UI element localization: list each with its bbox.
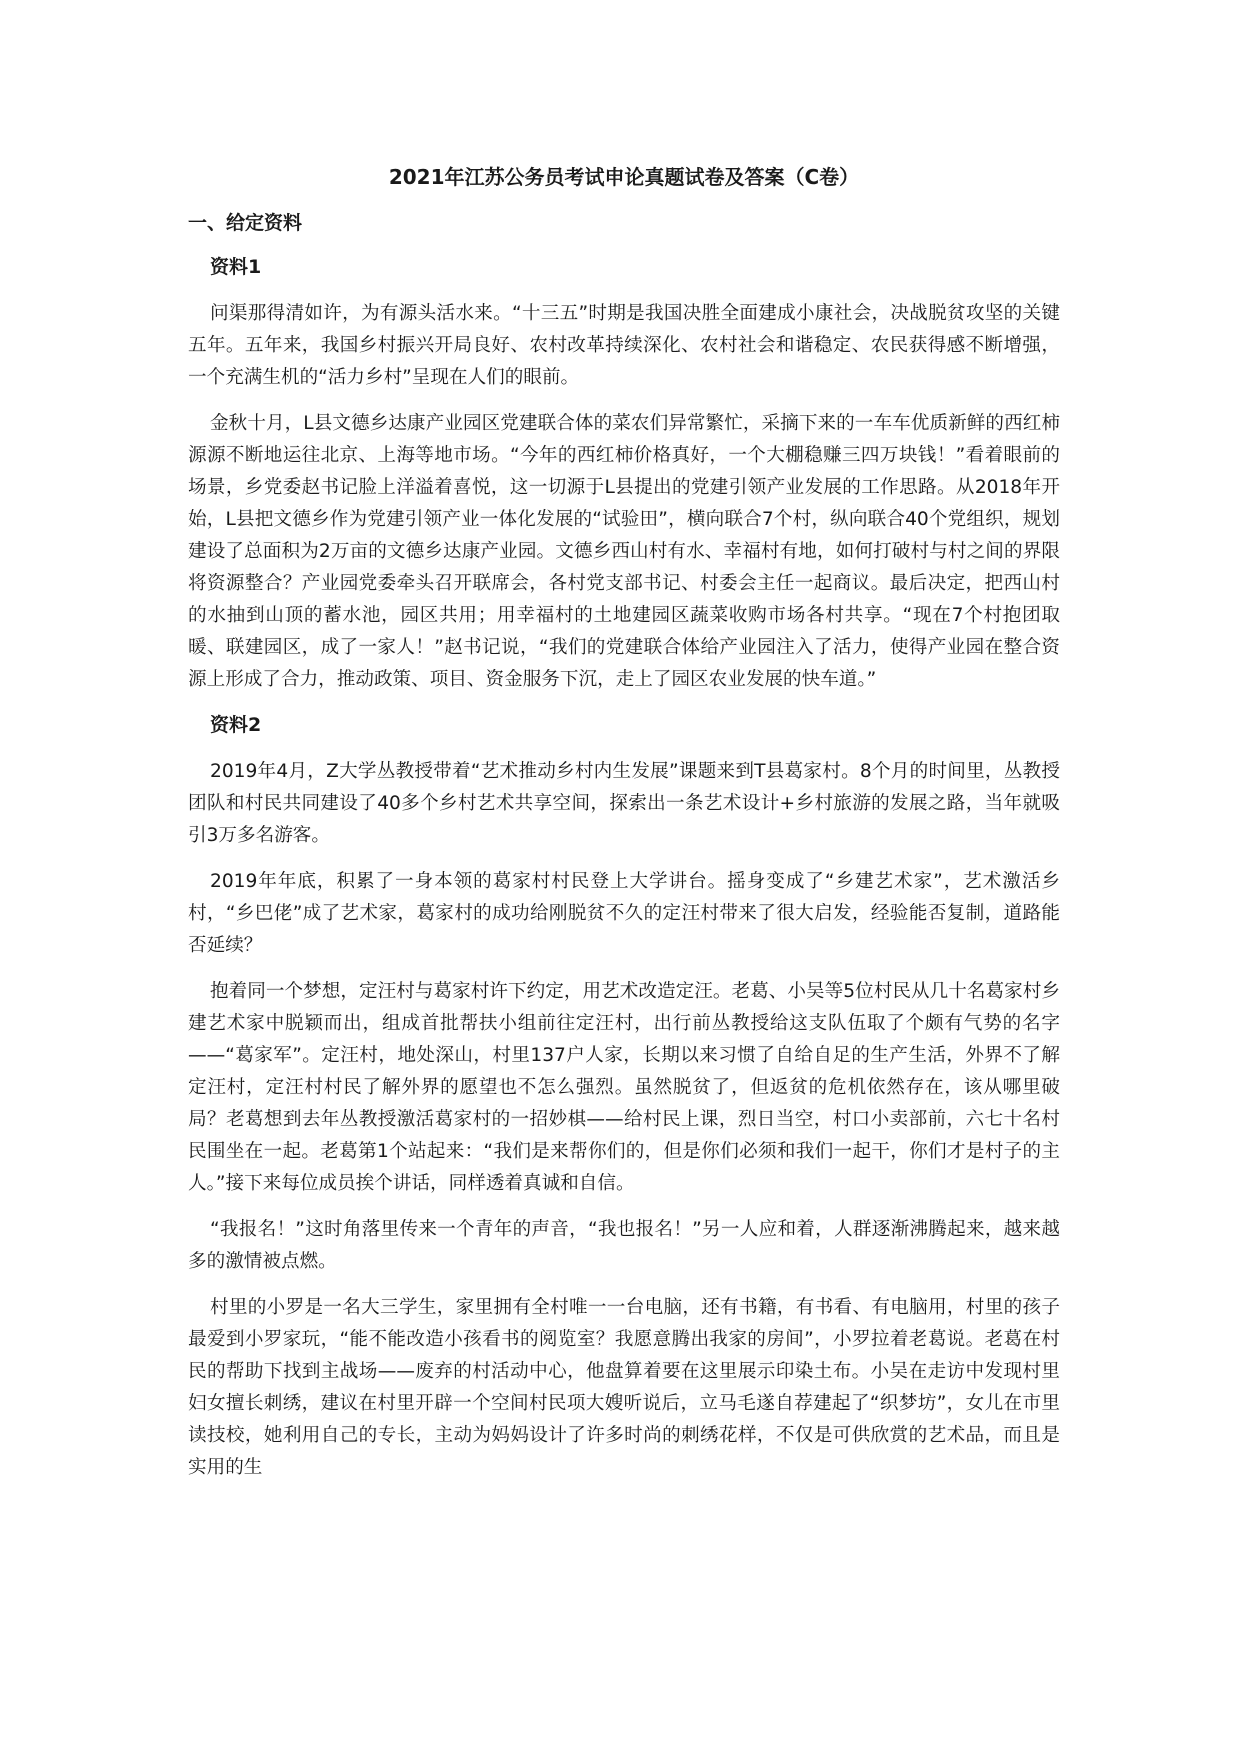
paragraph: 2019年年底，积累了一身本领的葛家村村民登上大学讲台。摇身变成了“乡建艺术家”，艺术激活乡村，“乡巴佬”成了艺术家，葛家村的成功给刚脱贫不久的定汪村带来了很大启发，经验能否复制，道路能否延续？ [188,871,1060,956]
paragraph: 金秋十月，L县文德乡达康产业园区党建联合体的菜农们异常繁忙，采摘下来的一车车优质新鲜的西红柿源源不断地运往北京、上海等地市场。“今年的西红柿价格真好，一个大棚稳赚三四万块钱！”看着眼前的场景，乡党委赵书记脸上洋溢着喜悦，这一切源于L县提出的党建引领产业发展的工作思路。从2018年开始，L县把文德乡作为党建引领产业一体化发展的“试验田”，横向联合7个村，纵向联合40个党组织，规划建设了总面积为2万亩的文德乡达康产业园。文德乡西山村有水、幸福村有地，如何打破村与村之间的界限将资源整合？产业园党委牵头召开联席会，各村党支部书记、村委会主任一起商议。最后决定，把西山村的水抽到山顶的蓄水池，园区共用；用幸福村的土地建园区蔬菜收购市场各村共享。“现在7个村抱团取暖、联建园区，成了一家人！”赵书记说，“我们的党建联合体给产业园注入了活力，使得产业园在整合资源上形成了合力，推动政策、项目、资金服务下沉，走上了园区农业发展的快车道。” [188,413,1060,690]
document-page [188,160,1060,1498]
document-title: 2021年江苏公务员考试申论真题试卷及答案（C卷） [388,165,860,189]
material-heading: 资料1 [210,256,262,278]
paragraph: 2019年4月，Z大学丛教授带着“艺术推动乡村内生发展”课题来到T县葛家村。8个月的时间里，丛教授团队和村民共同建设了40多个乡村艺术共享空间，探索出一条艺术设计+乡村旅游的发展之路，当年就吸引3万多名游客。 [188,761,1060,846]
material-2 [188,710,1060,1484]
paragraph: 抱着同一个梦想，定汪村与葛家村许下约定，用艺术改造定汪。老葛、小吴等5位村民从几十名葛家村乡建艺术家中脱颖而出，组成首批帮扶小组前往定汪村，出行前丛教授给这支队伍取了个颇有气势的名字——“葛家军”。定汪村，地处深山，村里137户人家，长期以来习惯了自给自足的生产生活，外界不了解定汪村，定汪村村民了解外界的愿望也不怎么强烈。虽然脱贫了，但返贫的危机依然存在，该从哪里破局？老葛想到去年丛教授激活葛家村的一招妙棋——给村民上课，烈日当空，村口小卖部前，六七十名村民围坐在一起。老葛第1个站起来：“我们是来帮你们的，但是你们必须和我们一起干，你们才是村子的主人。”接下来每位成员挨个讲话，同样透着真诚和自信。 [188,981,1060,1194]
paragraph: 问渠那得清如许，为有源头活水来。“十三五”时期是我国决胜全面建成小康社会，决战脱贫攻坚的关键五年。五年来，我国乡村振兴开局良好、农村改革持续深化、农村社会和谐稳定、农民获得感不断增强，一个充满生机的“活力乡村”呈现在人们的眼前。 [188,303,1060,388]
material-heading: 资料2 [210,714,262,736]
paragraph: 村里的小罗是一名大三学生，家里拥有全村唯一一台电脑，还有书籍，有书看、有电脑用，村里的孩子最爱到小罗家玩，“能不能改造小孩看书的阅览室？我愿意腾出我家的房间”，小罗拉着老葛说。老葛在村民的帮助下找到主战场——废弃的村活动中心，他盘算着要在这里展示印染土布。小吴在走访中发现村里妇女擅长刺绣，建议在村里开辟一个空间村民项大嫂听说后，立马毛遂自荐建起了“织梦坊”，女儿在市里读技校，她利用自己的专长，主动为妈妈设计了许多时尚的刺绣花样，不仅是可供欣赏的艺术品，而且是实用的生 [188,1297,1060,1478]
paragraph: “我报名！”这时角落里传来一个青年的声音，“我也报名！”另一人应和着，人群逐渐沸腾起来，越来越多的激情被点燃。 [188,1219,1060,1272]
material-1 [188,252,1060,696]
section-heading: 一、给定资料 [188,212,303,234]
